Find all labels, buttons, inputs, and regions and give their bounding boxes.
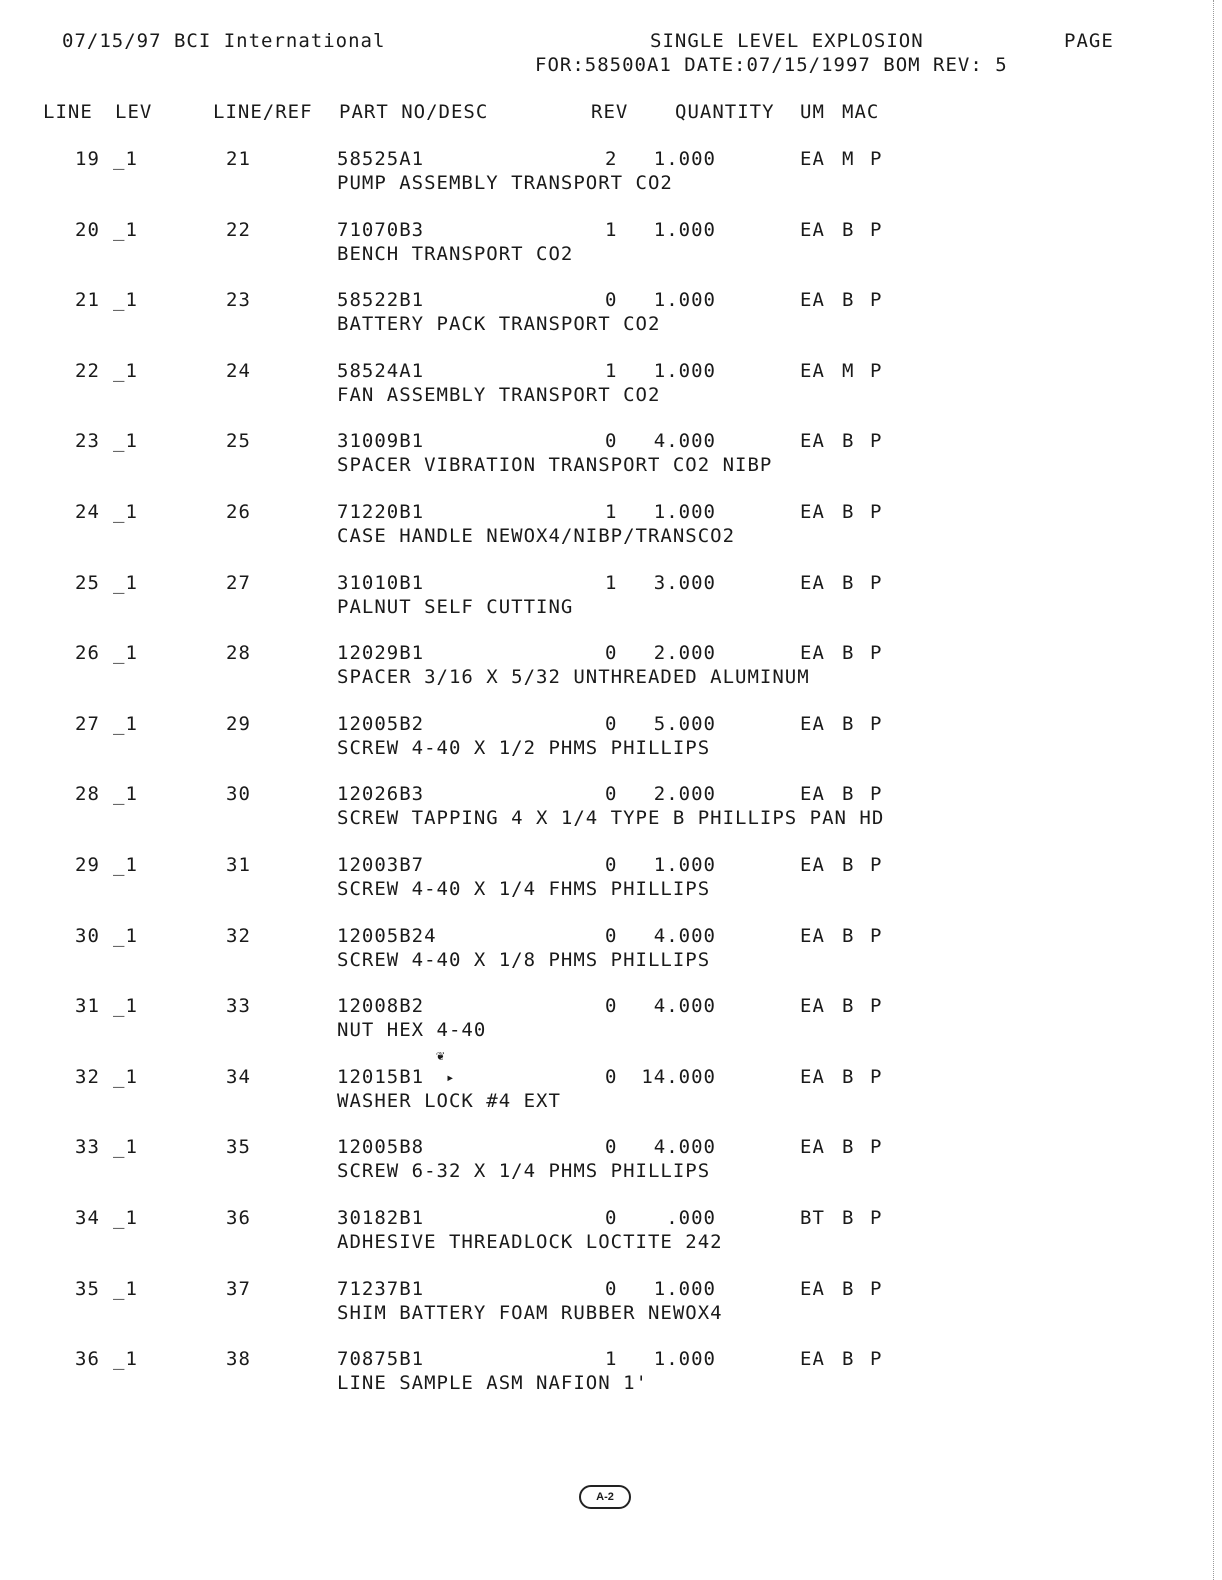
row-rev: 1 — [605, 360, 618, 382]
col-part-desc: PART NO/DESC — [339, 101, 489, 123]
row-line: 34 — [75, 1207, 100, 1229]
row-um: EA — [800, 925, 825, 947]
row-um: EA — [800, 713, 825, 735]
row-ref: 32 — [226, 925, 251, 947]
table-row — [0, 501, 1222, 549]
row-rev: 0 — [605, 925, 618, 947]
table-row — [0, 713, 1222, 761]
row-code: P — [870, 642, 883, 664]
table-row — [0, 1278, 1222, 1326]
row-description: SHIM BATTERY FOAM RUBBER NEWOX4 — [337, 1302, 723, 1324]
row-rev: 0 — [605, 783, 618, 805]
row-lev: _1 — [113, 1136, 138, 1158]
row-line: 26 — [75, 642, 100, 664]
row-description: PUMP ASSEMBLY TRANSPORT CO2 — [337, 172, 673, 194]
row-line: 33 — [75, 1136, 100, 1158]
row-rev: 0 — [605, 854, 618, 876]
row-ref: 34 — [226, 1066, 251, 1088]
row-quantity: 1.000 — [653, 360, 716, 382]
row-ref: 29 — [226, 713, 251, 735]
row-ref: 22 — [226, 219, 251, 241]
row-line: 29 — [75, 854, 100, 876]
row-rev: 0 — [605, 289, 618, 311]
row-part-number: 12005B2 — [337, 713, 425, 735]
row-part-number: 12005B24 — [337, 925, 437, 947]
row-code: P — [870, 219, 883, 241]
row-quantity: 2.000 — [653, 642, 716, 664]
row-description: SPACER 3/16 X 5/32 UNTHREADED ALUMINUM — [337, 666, 810, 688]
row-lev: _1 — [113, 219, 138, 241]
row-make-buy: B — [842, 1348, 855, 1370]
row-ref: 21 — [226, 148, 251, 170]
row-part-number: 12003B7 — [337, 854, 425, 876]
row-description: ADHESIVE THREADLOCK LOCTITE 242 — [337, 1231, 723, 1253]
row-um: EA — [800, 501, 825, 523]
col-quantity: QUANTITY — [675, 101, 775, 123]
row-ref: 24 — [226, 360, 251, 382]
row-ref: 33 — [226, 995, 251, 1017]
col-line: LINE — [43, 101, 93, 123]
table-row — [0, 430, 1222, 478]
row-lev: _1 — [113, 995, 138, 1017]
row-rev: 2 — [605, 148, 618, 170]
row-code: P — [870, 430, 883, 452]
row-lev: _1 — [113, 1348, 138, 1370]
row-rev: 1 — [605, 572, 618, 594]
header-date-company: 07/15/97 BCI International — [62, 30, 386, 52]
row-code: P — [870, 783, 883, 805]
row-make-buy: B — [842, 925, 855, 947]
table-row — [0, 289, 1222, 337]
row-lev: _1 — [113, 854, 138, 876]
col-mac: MAC — [842, 101, 880, 123]
row-um: EA — [800, 289, 825, 311]
row-code: P — [870, 995, 883, 1017]
row-quantity: 1.000 — [653, 501, 716, 523]
row-description: CASE HANDLE NEWOX4/NIBP/TRANSCO2 — [337, 525, 736, 547]
page-label: PAGE — [1064, 30, 1114, 52]
row-make-buy: B — [842, 1136, 855, 1158]
row-make-buy: B — [842, 995, 855, 1017]
row-line: 21 — [75, 289, 100, 311]
row-rev: 0 — [605, 1136, 618, 1158]
row-part-number: 71237B1 — [337, 1278, 425, 1300]
row-rev: 0 — [605, 713, 618, 735]
row-make-buy: B — [842, 1207, 855, 1229]
row-line: 27 — [75, 713, 100, 735]
row-um: EA — [800, 1066, 825, 1088]
row-code: P — [870, 1066, 883, 1088]
row-line: 32 — [75, 1066, 100, 1088]
row-lev: _1 — [113, 783, 138, 805]
row-rev: 1 — [605, 501, 618, 523]
row-description: BATTERY PACK TRANSPORT CO2 — [337, 313, 661, 335]
row-part-number: 71070B3 — [337, 219, 425, 241]
row-description: SCREW 4-40 X 1/4 FHMS PHILLIPS — [337, 878, 711, 900]
row-um: EA — [800, 360, 825, 382]
row-lev: _1 — [113, 289, 138, 311]
row-quantity: 1.000 — [653, 148, 716, 170]
row-description: SCREW TAPPING 4 X 1/4 TYPE B PHILLIPS PAN HD — [337, 807, 885, 829]
row-part-number: 12026B3 — [337, 783, 425, 805]
table-row — [0, 925, 1222, 973]
table-row — [0, 572, 1222, 620]
row-lev: _1 — [113, 713, 138, 735]
table-row — [0, 360, 1222, 408]
page-number-badge: A-2 — [579, 1485, 631, 1509]
row-code: P — [870, 360, 883, 382]
row-quantity: 4.000 — [653, 430, 716, 452]
row-lev: _1 — [113, 1278, 138, 1300]
row-description: PALNUT SELF CUTTING — [337, 596, 574, 618]
row-quantity: 3.000 — [653, 572, 716, 594]
row-code: P — [870, 148, 883, 170]
col-lev: LEV — [115, 101, 153, 123]
row-lev: _1 — [113, 430, 138, 452]
table-row — [0, 1066, 1222, 1114]
row-quantity: 4.000 — [653, 925, 716, 947]
row-code: P — [870, 1348, 883, 1370]
row-description: FAN ASSEMBLY TRANSPORT CO2 — [337, 384, 661, 406]
row-make-buy: B — [842, 1066, 855, 1088]
row-part-number: 31009B1 — [337, 430, 425, 452]
row-um: EA — [800, 854, 825, 876]
row-um: EA — [800, 1278, 825, 1300]
row-make-buy: B — [842, 219, 855, 241]
row-line: 28 — [75, 783, 100, 805]
row-part-number: 31010B1 — [337, 572, 425, 594]
page-edge-divider — [1213, 0, 1214, 1580]
row-part-number: 12015B1 — [337, 1066, 425, 1088]
row-ref: 28 — [226, 642, 251, 664]
row-line: 20 — [75, 219, 100, 241]
row-um: BT — [800, 1207, 825, 1229]
row-lev: _1 — [113, 925, 138, 947]
row-quantity: 5.000 — [653, 713, 716, 735]
row-um: EA — [800, 642, 825, 664]
col-line-ref: LINE/REF — [213, 101, 313, 123]
row-code: P — [870, 289, 883, 311]
row-ref: 31 — [226, 854, 251, 876]
row-description: WASHER LOCK #4 EXT — [337, 1090, 561, 1112]
row-rev: 0 — [605, 1207, 618, 1229]
row-part-number: 58525A1 — [337, 148, 425, 170]
table-row — [0, 219, 1222, 267]
row-quantity: .000 — [666, 1207, 716, 1229]
report-title: SINGLE LEVEL EXPLOSION — [650, 30, 924, 52]
row-description: LINE SAMPLE ASM NAFION 1' — [337, 1372, 648, 1394]
row-line: 25 — [75, 572, 100, 594]
row-code: P — [870, 925, 883, 947]
row-part-number: 70875B1 — [337, 1348, 425, 1370]
row-line: 31 — [75, 995, 100, 1017]
row-um: EA — [800, 783, 825, 805]
row-line: 23 — [75, 430, 100, 452]
row-description: BENCH TRANSPORT CO2 — [337, 243, 574, 265]
row-rev: 0 — [605, 1066, 618, 1088]
row-lev: _1 — [113, 148, 138, 170]
row-lev: _1 — [113, 1207, 138, 1229]
row-line: 22 — [75, 360, 100, 382]
row-code: P — [870, 1207, 883, 1229]
row-um: EA — [800, 430, 825, 452]
table-row — [0, 148, 1222, 196]
row-ref: 27 — [226, 572, 251, 594]
row-description: SCREW 4-40 X 1/2 PHMS PHILLIPS — [337, 737, 711, 759]
row-part-number: 12029B1 — [337, 642, 425, 664]
row-code: P — [870, 713, 883, 735]
row-description: SCREW 6-32 X 1/4 PHMS PHILLIPS — [337, 1160, 711, 1182]
row-make-buy: B — [842, 642, 855, 664]
row-rev: 0 — [605, 430, 618, 452]
row-code: P — [870, 1278, 883, 1300]
stray-arrow-icon: ▸ — [446, 1070, 455, 1086]
row-line: 35 — [75, 1278, 100, 1300]
row-ref: 25 — [226, 430, 251, 452]
row-lev: _1 — [113, 501, 138, 523]
row-lev: _1 — [113, 572, 138, 594]
row-make-buy: B — [842, 430, 855, 452]
row-lev: _1 — [113, 1066, 138, 1088]
row-quantity: 4.000 — [653, 995, 716, 1017]
row-um: EA — [800, 995, 825, 1017]
row-description: NUT HEX 4-40 — [337, 1019, 487, 1041]
row-ref: 38 — [226, 1348, 251, 1370]
row-rev: 1 — [605, 219, 618, 241]
table-row — [0, 854, 1222, 902]
row-line: 24 — [75, 501, 100, 523]
row-line: 19 — [75, 148, 100, 170]
row-rev: 0 — [605, 995, 618, 1017]
row-ref: 30 — [226, 783, 251, 805]
row-lev: _1 — [113, 642, 138, 664]
row-part-number: 30182B1 — [337, 1207, 425, 1229]
table-row — [0, 642, 1222, 690]
row-part-number: 71220B1 — [337, 501, 425, 523]
row-quantity: 1.000 — [653, 854, 716, 876]
row-make-buy: B — [842, 501, 855, 523]
row-um: EA — [800, 219, 825, 241]
row-rev: 0 — [605, 1278, 618, 1300]
col-rev: REV — [591, 101, 629, 123]
row-code: P — [870, 854, 883, 876]
row-part-number: 12005B8 — [337, 1136, 425, 1158]
table-row — [0, 995, 1222, 1043]
row-um: EA — [800, 1136, 825, 1158]
row-quantity: 1.000 — [653, 289, 716, 311]
row-ref: 23 — [226, 289, 251, 311]
row-code: P — [870, 1136, 883, 1158]
row-line: 30 — [75, 925, 100, 947]
row-part-number: 12008B2 — [337, 995, 425, 1017]
row-ref: 37 — [226, 1278, 251, 1300]
table-row — [0, 1136, 1222, 1184]
table-row — [0, 1348, 1222, 1396]
col-um: UM — [800, 101, 825, 123]
table-row — [0, 783, 1222, 831]
row-um: EA — [800, 1348, 825, 1370]
row-line: 36 — [75, 1348, 100, 1370]
table-row — [0, 1207, 1222, 1255]
stray-mark-icon: ❦ — [436, 1048, 445, 1064]
row-quantity: 1.000 — [653, 1348, 716, 1370]
row-um: EA — [800, 148, 825, 170]
row-part-number: 58522B1 — [337, 289, 425, 311]
row-part-number: 58524A1 — [337, 360, 425, 382]
row-code: P — [870, 572, 883, 594]
row-description: SCREW 4-40 X 1/8 PHMS PHILLIPS — [337, 949, 711, 971]
row-quantity: 1.000 — [653, 219, 716, 241]
row-rev: 0 — [605, 642, 618, 664]
row-ref: 26 — [226, 501, 251, 523]
row-quantity: 2.000 — [653, 783, 716, 805]
row-quantity: 4.000 — [653, 1136, 716, 1158]
row-make-buy: M — [842, 360, 855, 382]
row-make-buy: B — [842, 783, 855, 805]
row-ref: 35 — [226, 1136, 251, 1158]
row-quantity: 1.000 — [653, 1278, 716, 1300]
row-make-buy: B — [842, 289, 855, 311]
row-ref: 36 — [226, 1207, 251, 1229]
row-make-buy: B — [842, 572, 855, 594]
row-rev: 1 — [605, 1348, 618, 1370]
row-um: EA — [800, 572, 825, 594]
row-make-buy: B — [842, 713, 855, 735]
row-code: P — [870, 501, 883, 523]
row-make-buy: M — [842, 148, 855, 170]
for-line: FOR:58500A1 DATE:07/15/1997 BOM REV: 5 — [535, 54, 1008, 76]
row-make-buy: B — [842, 854, 855, 876]
row-description: SPACER VIBRATION TRANSPORT CO2 NIBP — [337, 454, 773, 476]
row-quantity: 14.000 — [641, 1066, 716, 1088]
row-lev: _1 — [113, 360, 138, 382]
row-make-buy: B — [842, 1278, 855, 1300]
